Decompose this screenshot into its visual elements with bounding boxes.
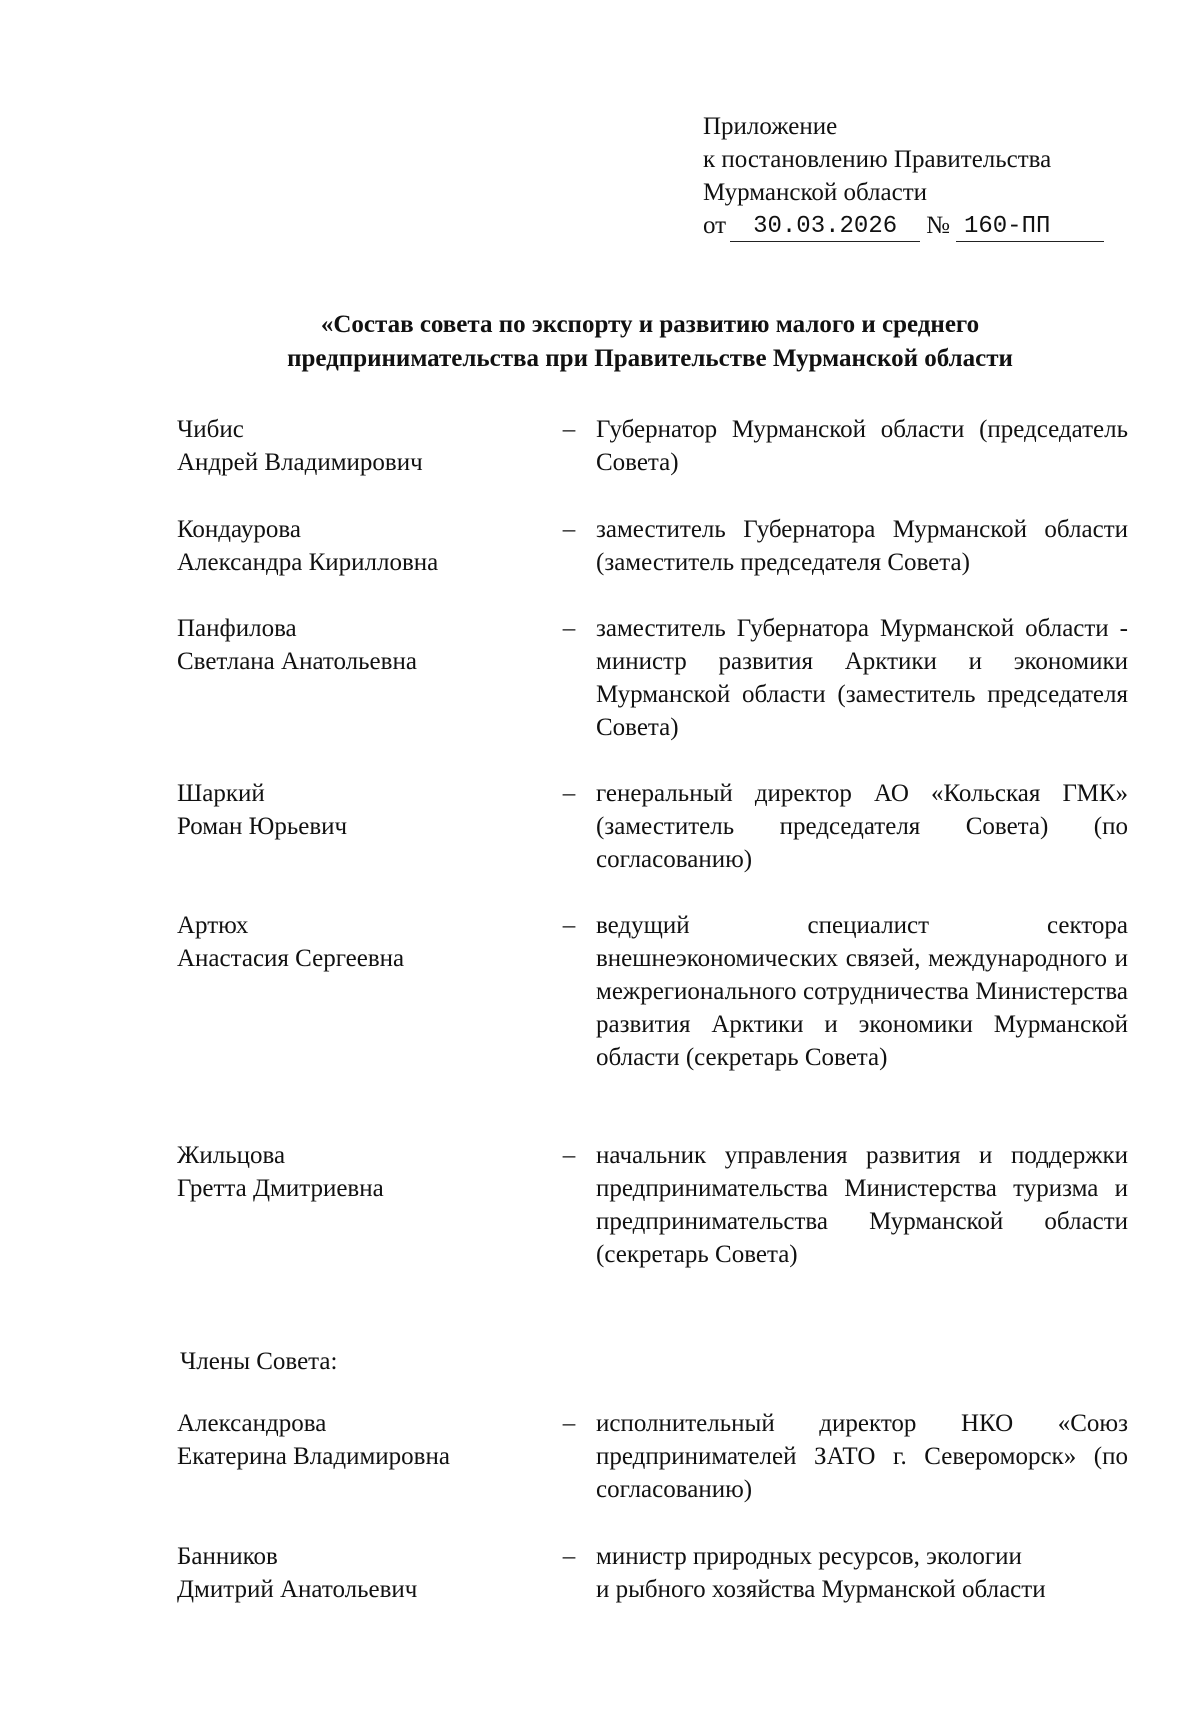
member-surname: Чибис bbox=[177, 416, 244, 443]
member-name bbox=[177, 777, 557, 843]
member-given-names: Анастасия Сергеевна bbox=[177, 945, 405, 972]
dash-separator: – bbox=[562, 516, 576, 543]
member-surname: Панфилова bbox=[177, 615, 297, 642]
council-members-heading: Члены Совета: bbox=[180, 1348, 338, 1375]
member-name bbox=[177, 1407, 557, 1473]
member-name bbox=[177, 1139, 557, 1205]
member-position: начальник управления развития и поддержки предпринимательства Министерства туризма и предпринимательства Мурманской области (секретарь Совета) bbox=[596, 1142, 1128, 1268]
member-name bbox=[177, 413, 557, 479]
member-surname: Кондаурова bbox=[177, 516, 301, 543]
member-position bbox=[596, 1540, 1128, 1606]
dash-separator: – bbox=[562, 416, 576, 443]
member-position: Губернатор Мурманской области (председатель Совета) bbox=[596, 416, 1128, 476]
member-position: генеральный директор АО «Кольская ГМК» (заместитель председателя Совета) (по согласованию) bbox=[596, 780, 1128, 873]
member-surname: Шаркий bbox=[177, 780, 265, 807]
date-prefix: от bbox=[703, 212, 727, 239]
dash-separator: – bbox=[562, 1410, 576, 1437]
number-prefix: № bbox=[926, 212, 950, 239]
member-position: заместитель Губернатора Мурманской области - министр развития Арктики и экономики Мурманской области (заместитель председателя Совета) bbox=[596, 615, 1128, 741]
number-field: 160-ПП bbox=[956, 213, 1104, 242]
member-position-line-1: министр природных ресурсов, экологии bbox=[596, 1543, 1022, 1570]
member-name bbox=[177, 909, 557, 975]
member-surname: Артюх bbox=[177, 912, 249, 939]
member-position: исполнительный директор НКО «Союз предпринимателей ЗАТО г. Североморск» (по согласованию) bbox=[596, 1410, 1128, 1503]
dash-separator: – bbox=[562, 1543, 576, 1570]
member-given-names: Гретта Дмитриевна bbox=[177, 1175, 384, 1202]
member-given-names: Дмитрий Анатольевич bbox=[177, 1576, 418, 1603]
appendix-region: Мурманской области bbox=[703, 179, 928, 206]
member-surname: Александрова bbox=[177, 1410, 327, 1437]
member-position: ведущий специалист сектора внешнеэкономических связей, международного и межрегионального сотрудничества Министерства развития Арктики и экономики Мурманской области (секретарь Совета) bbox=[596, 912, 1128, 1071]
dash-separator: – bbox=[562, 780, 576, 807]
title-line-2: предпринимательства при Правительстве Мурманской области bbox=[287, 345, 1013, 372]
dash-separator: – bbox=[562, 615, 576, 642]
member-surname: Жильцова bbox=[177, 1142, 286, 1169]
member-given-names: Андрей Владимирович bbox=[177, 449, 423, 476]
member-given-names: Александра Кирилловна bbox=[177, 549, 439, 576]
dash-separator: – bbox=[562, 912, 576, 939]
member-given-names: Светлана Анатольевна bbox=[177, 648, 417, 675]
date-field: 30.03.2026 bbox=[730, 213, 920, 242]
member-position: заместитель Губернатора Мурманской области (заместитель председателя Совета) bbox=[596, 516, 1128, 576]
title-line-1: «Состав совета по экспорту и развитию малого и среднего bbox=[320, 311, 980, 338]
member-surname: Банников bbox=[177, 1543, 278, 1570]
appendix-resolution-ref: к постановлению Правительства bbox=[703, 146, 1052, 173]
member-given-names: Екатерина Владимировна bbox=[177, 1443, 450, 1470]
dash-separator: – bbox=[562, 1142, 576, 1169]
member-name bbox=[177, 1540, 557, 1606]
member-position-line-2: и рыбного хозяйства Мурманской области bbox=[596, 1576, 1046, 1603]
member-name bbox=[177, 612, 557, 678]
member-name bbox=[177, 513, 557, 579]
appendix-label: Приложение bbox=[703, 113, 838, 140]
member-given-names: Роман Юрьевич bbox=[177, 813, 348, 840]
